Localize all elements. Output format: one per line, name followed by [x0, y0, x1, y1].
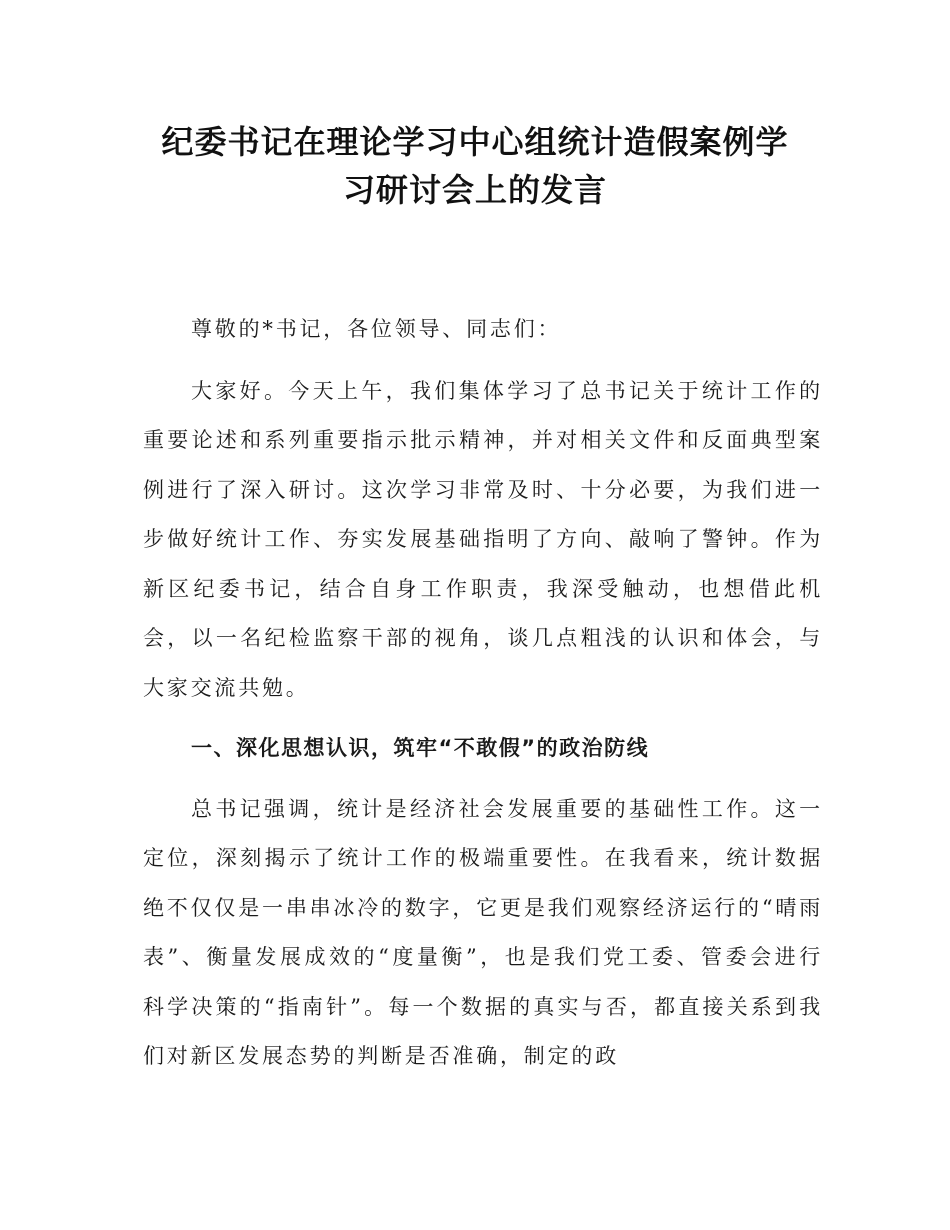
section-heading-1: 一、深化思想认识，筑牢“不敢假”的政治防线 — [191, 736, 650, 760]
document-body — [143, 305, 823, 1082]
title-line-1: 纪委书记在理论学习中心组统计造假案例学 — [161, 123, 789, 161]
paragraph-intro: 大家好。今天上午，我们集体学习了总书记关于统计工作的重要论述和系列重要指示批示精神，并对相关文件和反面典型案例进行了深入研讨。这次学习非常及时、十分必要，为我们进一步做好统计工作、夯实发展基础指明了方向、敲响了警钟。作为新区纪委书记，结合自身工作职责，我深受触动，也想借此机会，以一名纪检监察干部的视角，谈几点粗浅的认识和体会，与大家交流共勉。 — [143, 378, 823, 700]
document-title — [120, 118, 830, 214]
title-line-2: 习研讨会上的发言 — [342, 171, 607, 209]
paragraph-section-1: 总书记强调，统计是经济社会发展重要的基础性工作。这一定位，深刻揭示了统计工作的极端重要性。在我看来，统计数据绝不仅仅是一串串冰冷的数字，它更是我们观察经济运行的“晴雨表”、衡量发展成效的“度量衡”，也是我们党工委、管委会进行科学决策的“指南针”。每一个数据的真实与否，都直接关系到我们对新区发展态势的判断是否准确，制定的政 — [143, 796, 823, 1068]
salutation: 尊敬的*书记，各位领导、同志们： — [191, 317, 562, 341]
